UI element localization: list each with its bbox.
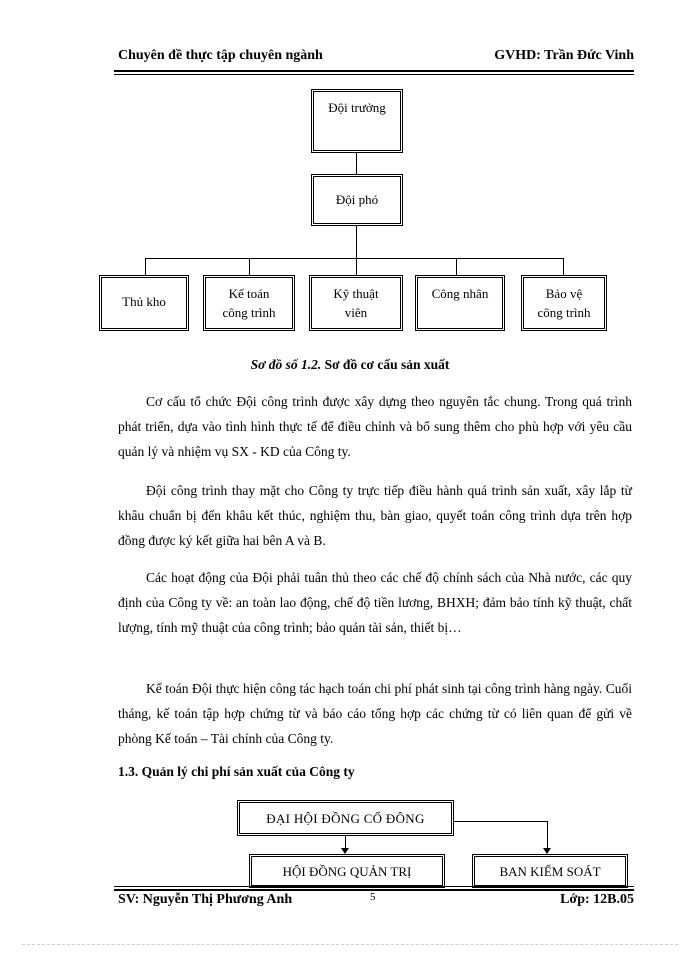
header-left-title: Chuyên đề thực tập chuyên ngành xyxy=(118,48,323,63)
footer-rule-thin xyxy=(114,886,634,887)
org-box-technician xyxy=(309,275,403,331)
paragraph: Các hoạt động của Đội phải tuân thủ theo các chế độ chính sách của Nhà nước, các quy định của Công ty về: an toàn lao động, chế độ tiền lương, BHXH; đảm bảo tính kỹ thuật, chất lượng, tính mỹ thuật của công trình; bảo quản tài sản, thiết bị… xyxy=(118,570,632,635)
connector xyxy=(249,258,250,275)
connector xyxy=(145,258,146,275)
caption-title: Sơ đồ cơ cấu sản xuất xyxy=(321,357,450,372)
paragraph: Cơ cấu tổ chức Đội công trình được xây dựng theo nguyên tắc chung. Trong quá trình phát triển, dựa vào tình hình thực tế để điều chỉnh và bổ sung thêm cho phù hợp với yêu cầu quản lý và nhiệm vụ SX - KD của Công ty. xyxy=(118,394,632,459)
org-box-label: Kế toán công trình xyxy=(222,286,276,320)
page-break-divider xyxy=(22,944,678,945)
org-box-supervisory-board xyxy=(472,854,628,888)
org-box-worker xyxy=(415,275,505,331)
paragraph: Đội công trình thay mặt cho Công ty trực tiếp điều hành quá trình sản xuất, xây lắp từ khâu chuẩn bị đến khâu kết thúc, nghiệm thu, bàn giao, quyết toán công trình dựa trên hợp đồng được ký kết giữa hai bên A và B. xyxy=(118,483,632,548)
header-supervisor: GVHD: Trần Đức Vinh xyxy=(494,48,634,63)
connector xyxy=(145,258,563,259)
org-box-label: Bảo vệ công trình xyxy=(537,286,591,320)
page-number: 5 xyxy=(370,891,376,903)
connector xyxy=(547,821,548,850)
header-rule xyxy=(114,70,634,72)
org-box-label: HỘI ĐỒNG QUẢN TRỊ xyxy=(282,864,412,879)
paragraph: Kế toán Đội thực hiện công tác hạch toán chi phí phát sinh tại công trình hàng ngày. Cuối tháng, kế toán tập hợp chứng từ và báo cáo tổng hợp các chứng từ có liên quan để gửi về phòng Kế toán – Tài chính của Công ty. xyxy=(118,681,632,746)
section-heading: 1.3. Quản lý chi phí sản xuất của Công ty xyxy=(118,764,355,779)
connector xyxy=(356,226,357,259)
org-box-board-of-directors xyxy=(249,854,445,888)
org-box-team-leader-label: Đội trưởng xyxy=(328,100,386,115)
org-box-site-accountant xyxy=(203,275,295,331)
connector xyxy=(356,153,357,174)
org-box-storekeeper xyxy=(99,275,189,331)
org-box-label: ĐẠI HỘI ĐỒNG CỔ ĐÔNG xyxy=(266,811,425,826)
org-box-team-leader xyxy=(311,89,403,153)
header-rule-thin xyxy=(114,74,634,75)
org-box-deputy xyxy=(311,174,403,226)
footer-class: Lớp: 12B.05 xyxy=(560,892,634,907)
org-box-label: Kỹ thuật viên xyxy=(333,286,379,320)
org-box-site-security xyxy=(521,275,607,331)
caption-number: Sơ đồ số 1.2. xyxy=(250,357,322,372)
connector xyxy=(356,258,357,275)
connector xyxy=(563,258,564,275)
org-box-label: Thủ kho xyxy=(122,294,166,309)
org-box-label: Công nhân xyxy=(431,286,489,301)
connector xyxy=(454,821,548,822)
org-box-shareholders-meeting xyxy=(237,800,454,836)
org-box-label: BAN KIỂM SOÁT xyxy=(499,864,601,879)
org-box-deputy-label: Đội phó xyxy=(335,192,379,207)
figure-caption xyxy=(0,357,700,373)
connector xyxy=(456,258,457,275)
footer-student: SV: Nguyễn Thị Phương Anh xyxy=(118,892,293,907)
